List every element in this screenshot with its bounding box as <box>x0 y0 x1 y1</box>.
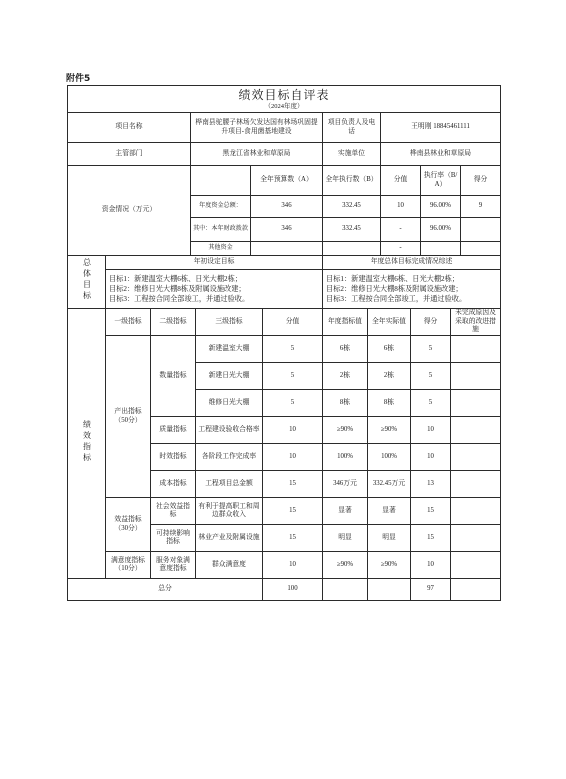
header-weight: 分值 <box>263 309 323 336</box>
header-level1: 一级指标 <box>106 309 151 336</box>
total-actual <box>368 579 411 601</box>
indicator: 新建温室大棚 <box>196 336 263 363</box>
dept-label: 主管部门 <box>68 143 191 166</box>
weight: 15 <box>263 525 323 552</box>
header-level2: 二级指标 <box>151 309 196 336</box>
level1-points: （10分） <box>114 565 142 572</box>
weight: 5 <box>263 363 323 390</box>
funding-row-weight: - <box>381 242 421 256</box>
weight: 10 <box>263 417 323 444</box>
table-row <box>68 498 501 525</box>
level2-social: 社会效益指标 <box>151 498 196 525</box>
remarks <box>451 471 501 498</box>
actual: ≥90% <box>368 552 411 579</box>
level1-points: （30分） <box>114 524 142 532</box>
goal-item: 目标1：新建温室大棚6栋、日光大棚2栋； <box>326 274 459 283</box>
target: 8栋 <box>323 390 368 417</box>
goal-item: 目标2：维修日光大棚8栋及附属设施改建； <box>109 284 246 293</box>
score: 15 <box>411 498 451 525</box>
actual: 8栋 <box>368 390 411 417</box>
indicator: 各阶段工作完成率 <box>196 444 263 471</box>
self-evaluation-form <box>67 85 500 601</box>
funding-row-budget <box>251 242 323 256</box>
remarks <box>451 498 501 525</box>
funding-row-score <box>461 218 501 242</box>
project-info-table <box>67 112 501 166</box>
remarks <box>451 417 501 444</box>
remarks <box>451 444 501 471</box>
actual: 2栋 <box>368 363 411 390</box>
dept-value: 黑龙江省林业和草原局 <box>191 143 323 166</box>
total-target <box>323 579 368 601</box>
funding-row-budget: 346 <box>251 218 323 242</box>
goals-table <box>67 255 501 309</box>
attachment-label: 附件5 <box>66 74 91 84</box>
target: 2栋 <box>323 363 368 390</box>
goals-completion-header: 年度总体目标完成情况综述 <box>323 256 501 270</box>
actual: ≥90% <box>368 417 411 444</box>
remarks <box>451 552 501 579</box>
performance-label: 绩效指标 <box>82 419 92 464</box>
total-score: 97 <box>411 579 451 601</box>
remarks <box>451 525 501 552</box>
goal-item: 目标2：维修日光大棚8栋及附属设施改建； <box>326 284 463 293</box>
header-score: 得分 <box>411 309 451 336</box>
funding-row-rate: 96.00% <box>421 196 461 218</box>
funding-row-score <box>461 242 501 256</box>
header-level3: 三级指标 <box>196 309 263 336</box>
performance-label-cell <box>68 309 106 579</box>
target: 100% <box>323 444 368 471</box>
score: 13 <box>411 471 451 498</box>
goals-planned-list <box>106 270 323 309</box>
header-remarks: 未完成原因及采取的改进措施 <box>451 309 501 336</box>
funding-header-score: 得分 <box>461 166 501 196</box>
funding-row-executed: 332.45 <box>323 196 381 218</box>
indicator: 新建日光大棚 <box>196 363 263 390</box>
score: 5 <box>411 336 451 363</box>
level1-output <box>106 336 151 498</box>
performance-table <box>67 308 501 601</box>
target: 显著 <box>323 498 368 525</box>
funding-row-executed: 332.45 <box>323 218 381 242</box>
funding-header-blank <box>191 166 251 196</box>
goal-item: 目标3：工程按合同全部竣工，并通过验收。 <box>109 295 250 304</box>
project-manager-value: 王明刚 18845461111 <box>381 113 501 143</box>
goals-label-cell <box>68 256 106 309</box>
score: 10 <box>411 417 451 444</box>
level1-benefit <box>106 498 151 552</box>
project-manager-label: 项目负责人及电话 <box>323 113 381 143</box>
level1-name: 产出指标 <box>114 408 142 416</box>
weight: 10 <box>263 552 323 579</box>
actual: 100% <box>368 444 411 471</box>
goal-item: 目标3：工程按合同全部竣工，并通过验收。 <box>326 295 467 304</box>
form-title: 绩效目标自评表 <box>238 87 330 102</box>
funding-label: 资金情况（万元） <box>68 166 191 256</box>
level2-cost: 成本指标 <box>151 471 196 498</box>
funding-row-weight: 10 <box>381 196 421 218</box>
target: 明显 <box>323 525 368 552</box>
target: ≥90% <box>323 417 368 444</box>
funding-header-weight: 分值 <box>381 166 421 196</box>
indicator: 工程建设验收合格率 <box>196 417 263 444</box>
target: 346万元 <box>323 471 368 498</box>
level2-quantity: 数量指标 <box>151 336 196 417</box>
indicator: 维修日光大棚 <box>196 390 263 417</box>
performance-header-row <box>68 309 501 336</box>
level1-satisfaction <box>106 552 151 579</box>
impl-unit-label: 实施单位 <box>323 143 381 166</box>
project-name-label: 项目名称 <box>68 113 191 143</box>
form-year: （2024年度） <box>264 102 304 110</box>
funding-header-executed: 全年执行数（B） <box>323 166 381 196</box>
score: 15 <box>411 525 451 552</box>
weight: 15 <box>263 471 323 498</box>
funding-row-budget: 346 <box>251 196 323 218</box>
goal-item: 目标1：新建温室大棚6栋、日光大棚2栋； <box>109 274 242 283</box>
title-table <box>67 85 501 113</box>
weight: 5 <box>263 390 323 417</box>
funding-row-executed <box>323 242 381 256</box>
score: 5 <box>411 363 451 390</box>
funding-row-label: 年度资金总额： <box>191 196 251 218</box>
level2-sustainable: 可持续影响指标 <box>151 525 196 552</box>
actual: 显著 <box>368 498 411 525</box>
goals-planned-header: 年初设定目标 <box>106 256 323 270</box>
total-row <box>68 579 501 601</box>
funding-header-rate: 执行率（B/A） <box>421 166 461 196</box>
weight: 10 <box>263 444 323 471</box>
score: 10 <box>411 444 451 471</box>
header-target: 年度指标值 <box>323 309 368 336</box>
header-actual: 全年实际值 <box>368 309 411 336</box>
actual: 332.45万元 <box>368 471 411 498</box>
funding-row-label: 其中：本年财政拨款 <box>191 218 251 242</box>
target: 6栋 <box>323 336 368 363</box>
indicator: 工程项目总金额 <box>196 471 263 498</box>
total-label: 总分 <box>68 579 263 601</box>
score: 5 <box>411 390 451 417</box>
level1-name: 效益指标 <box>114 516 142 524</box>
table-row <box>68 336 501 363</box>
funding-row-rate <box>421 242 461 256</box>
funding-header-budget: 全年预算数（A） <box>251 166 323 196</box>
level1-name: 满意度指标 <box>111 556 145 564</box>
total-remarks <box>451 579 501 601</box>
remarks <box>451 363 501 390</box>
goals-completion-list <box>323 270 501 309</box>
level2-timeliness: 时效指标 <box>151 444 196 471</box>
indicator: 有利于提高职工和周边群众收入 <box>196 498 263 525</box>
weight: 15 <box>263 498 323 525</box>
funding-row-rate: 96.00% <box>421 218 461 242</box>
level2-quality: 质量指标 <box>151 417 196 444</box>
goals-label: 总体目标 <box>82 258 92 303</box>
remarks <box>451 390 501 417</box>
actual: 6栋 <box>368 336 411 363</box>
score: 10 <box>411 552 451 579</box>
funding-row-weight: - <box>381 218 421 242</box>
funding-row-label: 其他资金 <box>191 242 251 256</box>
funding-row-score: 9 <box>461 196 501 218</box>
remarks <box>451 336 501 363</box>
indicator: 林业产业及附属设施 <box>196 525 263 552</box>
total-weight: 100 <box>263 579 323 601</box>
level1-points: （50分） <box>114 416 142 424</box>
actual: 明显 <box>368 525 411 552</box>
table-row <box>68 552 501 579</box>
funding-table <box>67 165 501 256</box>
target: ≥90% <box>323 552 368 579</box>
indicator: 群众满意度 <box>196 552 263 579</box>
project-name-value: 桦南县驼腰子林场欠发达国有林场巩固提升项目-食用菌基地建设 <box>191 113 323 143</box>
impl-unit-value: 桦南县林业和草原局 <box>381 143 501 166</box>
title-cell <box>68 86 501 113</box>
level2-service: 服务对象满意度指标 <box>151 552 196 579</box>
weight: 5 <box>263 336 323 363</box>
